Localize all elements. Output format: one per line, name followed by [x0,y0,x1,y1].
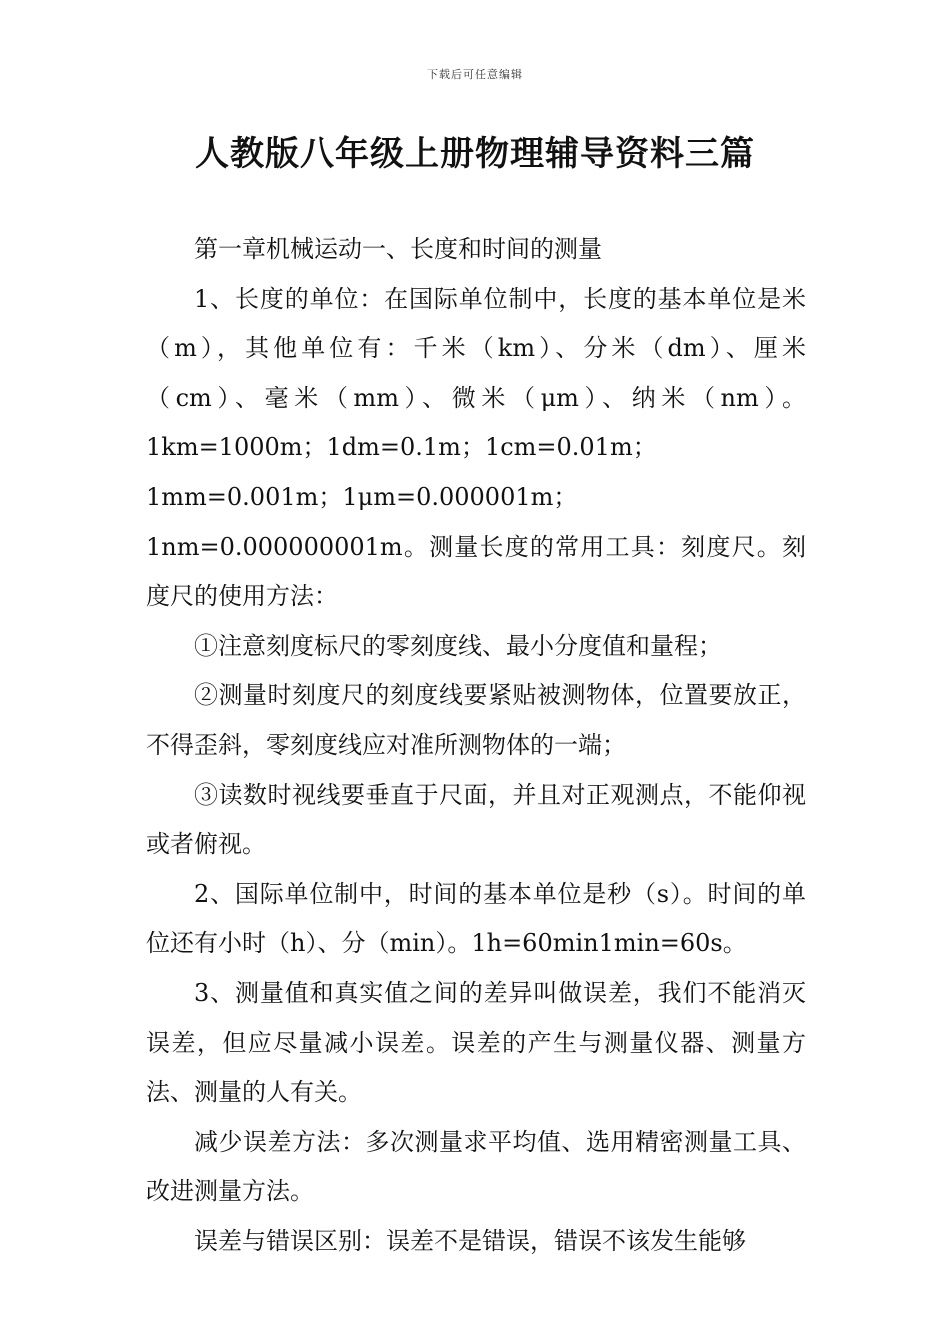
paragraph-ruler-rule-1: ①注意刻度标尺的零刻度线、最小分度值和量程； [194,631,722,660]
paragraph-error-definition: 3、测量值和真实值之间的差异叫做误差，我们不能消灭误差，但应尽量减小误差。误差的产生与测量仪器、测量方法、测量的人有关。 [146,978,806,1107]
document-body [146,225,806,1266]
chapter-heading: 第一章机械运动一、长度和时间的测量 [194,235,602,263]
paragraph-error-reduction: 减少误差方法：多次测量求平均值、选用精密测量工具、改进测量方法。 [146,1127,806,1206]
document-title: 人教版八年级上册物理辅导资料三篇 [195,134,755,174]
paragraph-time-units: 2、国际单位制中，时间的基本单位是秒（s）。时间的单位还有小时（h）、分（min）。1h=60min1min=60s。 [146,879,806,958]
paragraph-ruler-rule-3: ③读数时视线要垂直于尺面，并且对正观测点，不能仰视或者俯视。 [146,780,806,859]
paragraph-error-vs-mistake: 误差与错误区别：误差不是错误，错误不该发生能够 [194,1226,746,1255]
paragraph-ruler-rule-2: ②测量时刻度尺的刻度线要紧贴被测物体，位置要放正，不得歪斜，零刻度线应对准所测物体的一端； [146,681,806,759]
paragraph-length-units: 1、长度的单位：在国际单位制中，长度的基本单位是米（m），其他单位有：千米（km）、分米（dm）、厘米（cm）、毫米（mm）、微米（μm）、纳米（nm）。1km=1000m；1dm=0.1m；1cm=0.01m；1mm=0.001m；1μm=0.000001m；1nm=0.000000001m。测量长度的常用工具：刻度尺。刻度尺的使用方法： [146,284,806,611]
page-header-note: 下载后可任意编辑 [427,68,523,81]
